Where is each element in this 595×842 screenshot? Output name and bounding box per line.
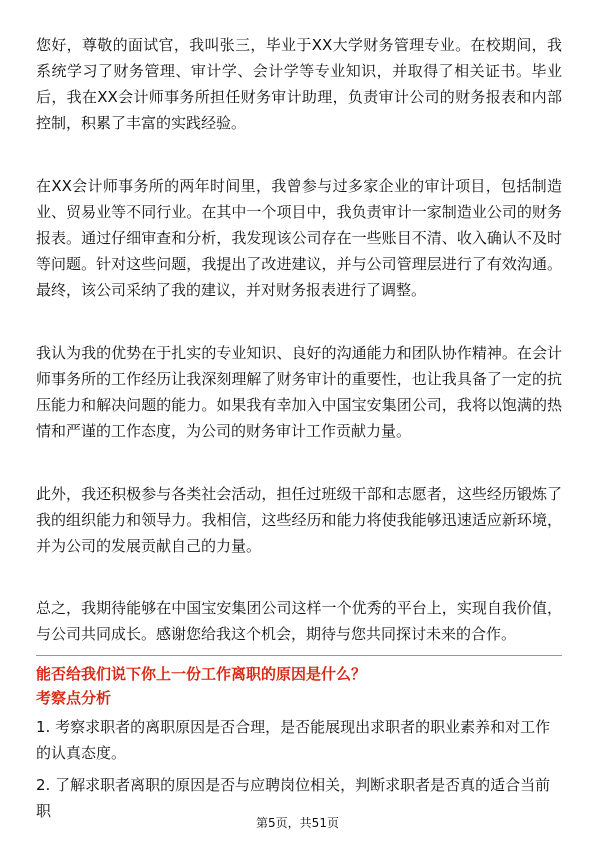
analysis-heading: 考察点分析 <box>36 689 112 707</box>
activities-paragraph: 此外，我还积极参与各类社会活动，担任过班级干部和志愿者，这些经历锻炼了我的组织能力和领导力。我相信，这些经历和能力将使我能够迅速适应新环境，并为公司的发展贡献自己的力量。 <box>36 485 562 555</box>
intro-paragraph: 您好，尊敬的面试官，我叫张三，毕业于XX大学财务管理专业。在校期间，我系统学习了财务管理、审计学、会计学等专业知识，并取得了相关证书。毕业后，我在XX会计师事务所担任财务审计助理，负责审计公司的财务报表和内部控制，积累了丰富的实践经验。 <box>36 36 562 132</box>
analysis-list <box>36 714 562 824</box>
analysis-item: 1. 考察求职者的离职原因是否合理，是否能展现出求职者的职业素养和对工作的认真态度。 <box>36 718 551 762</box>
strengths-paragraph: 我认为我的优势在于扎实的专业知识、良好的沟通能力和团队协作精神。在会计师事务所的工作经历让我深刻理解了财务审计的重要性，也让我具备了一定的抗压能力和解决问题的能力。如果我有幸加入中国宝安集团公司，我将以饱满的热情和严谨的工作态度，为公司的财务审计工作贡献力量。 <box>36 344 562 440</box>
conclusion-paragraph: 总之，我期待能够在中国宝安集团公司这样一个优秀的平台上，实现自我价值，与公司共同成长。感谢您给我这个机会，期待与您共同探讨未来的合作。 <box>36 599 562 643</box>
document-page <box>36 32 562 830</box>
question-heading: 能否给我们说下你上一份工作离职的原因是什么？ <box>36 665 367 683</box>
experience-paragraph: 在XX会计师事务所的两年时间里，我曾参与过多家企业的审计项目，包括制造业、贸易业等不同行业。在其中一个项目中，我负责审计一家制造业公司的财务报表。通过仔细审查和分析，我发现该公司存在一些账目不清、收入确认不及时等问题。针对这些问题，我提出了改进建议，并与公司管理层进行了有效沟通。最终，该公司采纳了我的建议，并对财务报表进行了调整。 <box>36 177 562 299</box>
section-divider <box>36 655 562 656</box>
page-number: 第5页，共51页 <box>256 816 339 830</box>
analysis-item: 2. 了解求职者离职的原因是否与应聘岗位相关，判断求职者是否真的适合当前职 <box>36 776 551 820</box>
